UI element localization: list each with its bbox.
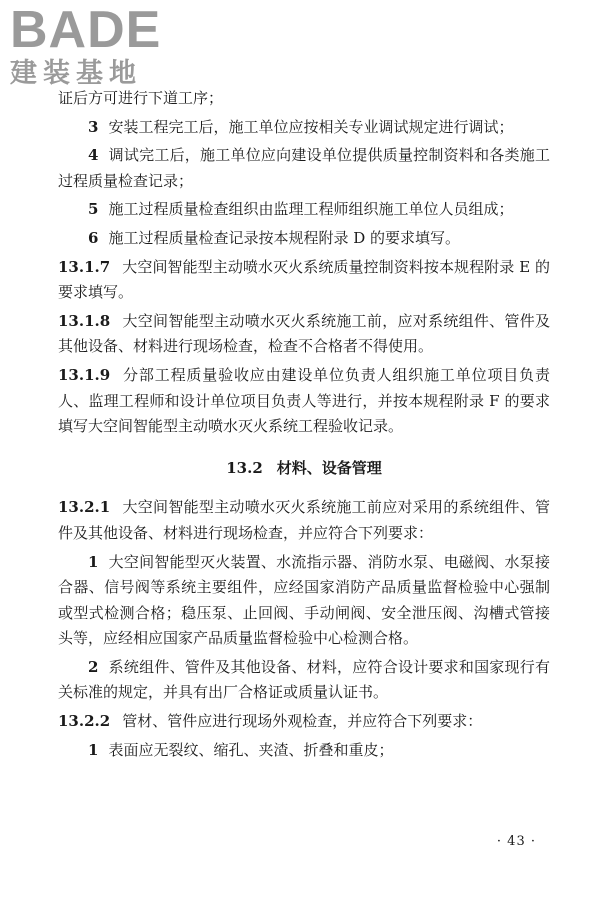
clause-text: 分部工程质量验收应由建设单位负责人组织施工单位项目负责人、监理工程师和设计单位项目负责人等进行，并按本规程附录 F 的要求填写大空间智能型主动喷水灭火系统工程验收记录。	[58, 365, 550, 436]
item-text: 系统组件、管件及其他设备、材料，应符合设计要求和国家现行有关标准的规定，并具有出厂合格证或质量认证书。	[58, 657, 550, 702]
section-heading	[58, 456, 550, 482]
list-item	[58, 143, 550, 194]
list-item	[58, 115, 550, 141]
section-number: 13.2	[226, 458, 263, 477]
item-number: 4	[88, 146, 99, 165]
clause-number: 13.1.7	[58, 257, 111, 276]
item-number: 3	[88, 117, 99, 136]
list-item	[58, 197, 550, 223]
clause-text: 大空间智能型主动喷水灭火系统施工前，应对系统组件、管件及其他设备、材料进行现场检查，检查不合格者不得使用。	[58, 311, 550, 356]
clause-13-2-1	[58, 495, 550, 546]
clause-number: 13.1.8	[58, 311, 111, 330]
logo-chinese-text: 建装基地	[10, 58, 142, 89]
clause-13-2-2	[58, 709, 550, 735]
item-text: 施工过程质量检查记录按本规程附录 D 的要求填写。	[108, 228, 461, 247]
list-item	[58, 655, 550, 706]
item-text: 调试完工后，施工单位应向建设单位提供质量控制资料和各类施工过程质量检查记录；	[58, 146, 550, 190]
clause-13-1-8	[58, 309, 550, 360]
item-text: 安装工程完工后，施工单位应按相关专业调试规定进行调试；	[108, 117, 514, 136]
item-text: 表面应无裂纹、缩孔、夹渣、折叠和重皮；	[108, 740, 394, 759]
clause-13-1-9	[58, 363, 550, 440]
clause-number: 13.2.1	[58, 498, 111, 517]
page-number: · 43 ·	[496, 834, 536, 849]
clause-text: 大空间智能型主动喷水灭火系统施工前应对采用的系统组件、管件及其他设备、材料进行现场检查，并应符合下列要求：	[58, 498, 550, 542]
list-item	[58, 738, 550, 764]
clause-text: 管材、管件应进行现场外观检查，并应符合下列要求：	[122, 712, 483, 731]
clause-text: 大空间智能型主动喷水灭火系统质量控制资料按本规程附录 E 的要求填写。	[58, 257, 550, 302]
paragraph-continuation: 证后方可进行下道工序；	[58, 89, 224, 107]
item-text: 施工过程质量检查组织由监理工程师组织施工单位人员组成；	[108, 200, 514, 219]
clause-13-1-7	[58, 255, 550, 306]
clause-number: 13.2.2	[58, 712, 111, 731]
item-number: 1	[88, 740, 99, 759]
logo-brand-text: BADE	[10, 1, 162, 59]
item-number: 5	[88, 200, 99, 219]
list-item	[58, 550, 550, 652]
item-text: 大空间智能型灭火装置、水流指示器、消防水泵、电磁阀、水泵接合器、信号阀等系统主要组件，应经国家消防产品质量监督检验中心强制或型式检测合格；稳压泵、止回阀、手动闸阀、安全泄压阀、沟槽式管接头等，应经相应国家产品质量监督检验中心检测合格。	[58, 552, 550, 648]
item-number: 1	[88, 552, 99, 571]
list-item	[58, 226, 550, 252]
item-number: 2	[88, 657, 99, 676]
clause-number: 13.1.9	[58, 365, 111, 384]
bade-logo	[10, 1, 180, 90]
item-number: 6	[88, 228, 99, 247]
section-title: 材料、设备管理	[276, 458, 382, 477]
page-body	[58, 86, 550, 766]
